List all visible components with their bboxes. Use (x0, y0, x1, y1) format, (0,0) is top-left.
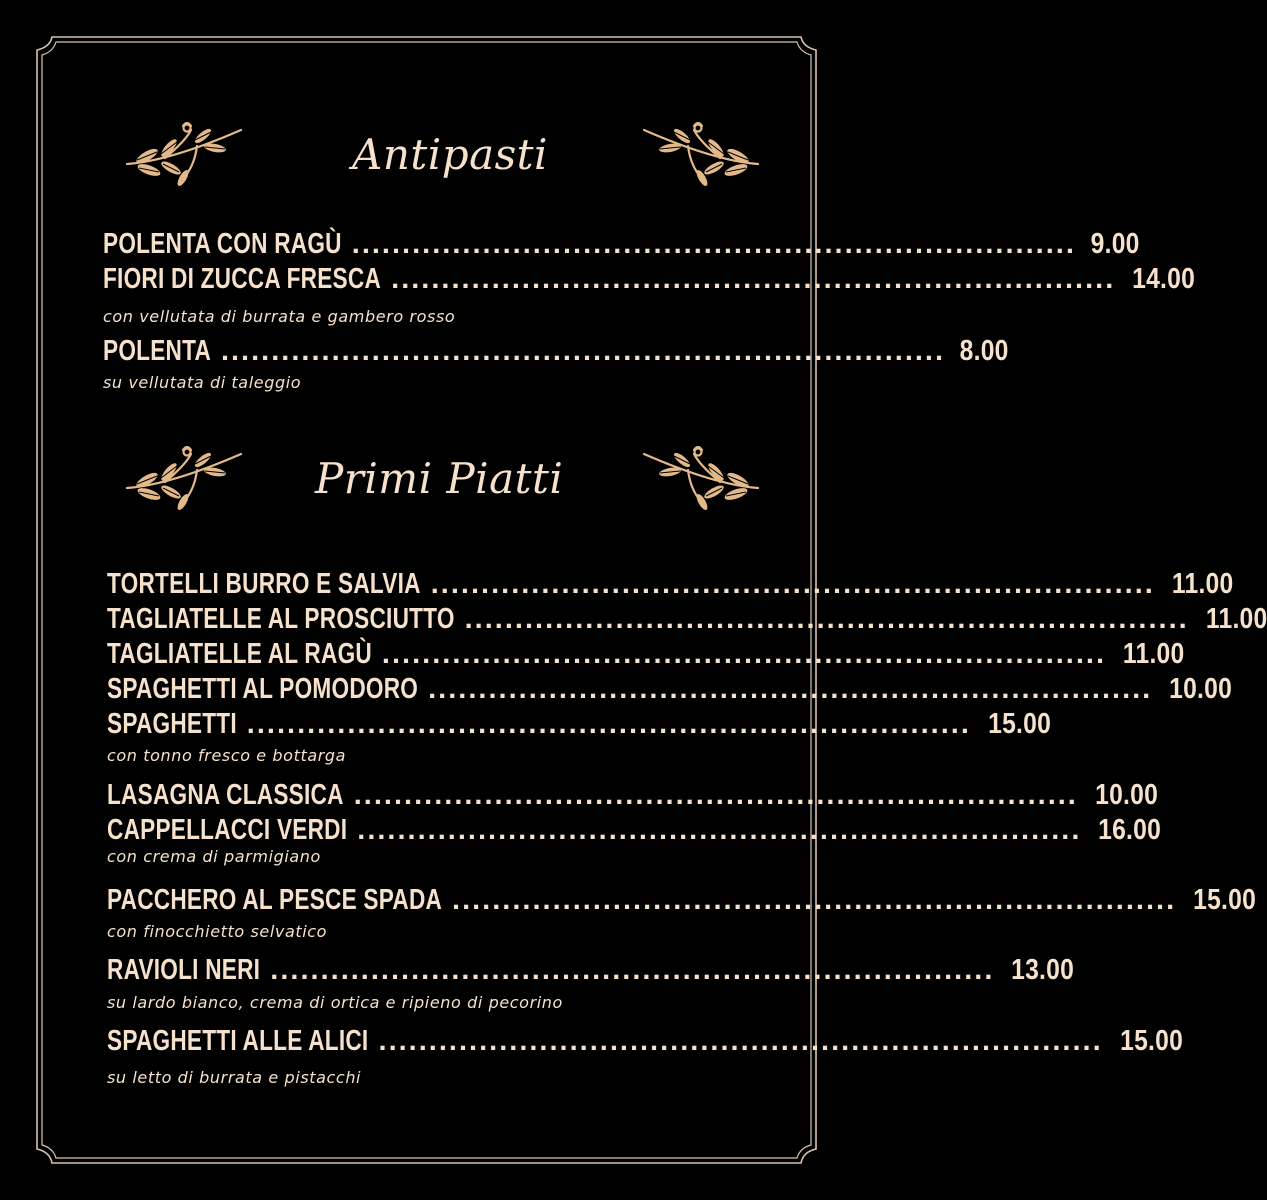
dot-leader: ........................................................................ (246, 708, 971, 740)
dot-leader: ........................................................................ (351, 228, 1076, 260)
dot-leader: ........................................................................ (381, 638, 1107, 670)
dot-leader: ........................................................................ (464, 603, 1189, 635)
floral-branch-icon (125, 122, 243, 192)
item-price: 15.00 (1193, 884, 1257, 916)
menu-item (103, 334, 1009, 368)
item-price: 10.00 (1169, 673, 1233, 705)
section-title-antipasti: Antipasti (352, 130, 548, 179)
item-price: 14.00 (1132, 263, 1196, 295)
dot-leader: ........................................................................ (357, 814, 1082, 846)
menu-item (107, 883, 1257, 917)
floral-branch-icon (642, 446, 760, 516)
menu-item (103, 262, 1196, 296)
item-name: POLENTA CON RAGÙ (103, 228, 342, 260)
item-name: CAPPELLACCI VERDI (107, 814, 348, 846)
dot-leader: ........................................................................ (430, 568, 1155, 600)
menu-item (107, 813, 1162, 847)
item-price: 9.00 (1090, 228, 1140, 260)
menu-item (107, 1024, 1183, 1058)
item-name: SPAGHETTI ALLE ALICI (107, 1025, 369, 1057)
item-price: 11.00 (1205, 603, 1267, 635)
item-description: su letto di burrata e pistacchi (107, 1068, 362, 1087)
menu-item (107, 602, 1267, 636)
item-name: POLENTA (103, 335, 212, 367)
item-price: 8.00 (959, 335, 1009, 367)
item-name: SPAGHETTI AL POMODORO (107, 673, 419, 705)
item-price: 16.00 (1098, 814, 1162, 846)
section-title-primi-piatti: Primi Piatti (315, 454, 564, 503)
item-price: 11.00 (1171, 568, 1234, 600)
dot-leader: ........................................................................ (452, 884, 1177, 916)
item-name: FIORI DI ZUCCA FRESCA (103, 263, 382, 295)
floral-branch-icon (125, 446, 243, 516)
menu-item (107, 707, 1051, 741)
item-price: 13.00 (1011, 954, 1075, 986)
floral-branch-icon (642, 122, 760, 192)
item-name: TAGLIATELLE AL PROSCIUTTO (107, 603, 455, 635)
dot-leader: ........................................................................ (391, 263, 1116, 295)
menu-item (107, 567, 1234, 601)
item-price: 10.00 (1094, 779, 1158, 811)
item-price: 15.00 (988, 708, 1051, 740)
dot-leader: ........................................................................ (220, 335, 946, 367)
item-description: su vellutata di taleggio (103, 373, 302, 392)
item-description: con vellutata di burrata e gambero rosso (103, 307, 456, 326)
menu-item (107, 637, 1185, 671)
item-description: con finocchietto selvatico (107, 922, 328, 941)
dot-leader: ........................................................................ (353, 779, 1078, 811)
dot-leader: ........................................................................ (428, 673, 1153, 705)
item-name: LASAGNA CLASSICA (107, 779, 344, 811)
menu-item (103, 227, 1140, 261)
item-description: con tonno fresco e bottarga (107, 746, 347, 765)
menu-item (107, 953, 1075, 987)
dot-leader: ........................................................................ (378, 1025, 1103, 1057)
item-name: TORTELLI BURRO E SALVIA (107, 568, 421, 600)
item-name: PACCHERO AL PESCE SPADA (107, 884, 443, 916)
menu-item (107, 672, 1233, 706)
item-price: 15.00 (1119, 1025, 1183, 1057)
item-name: RAVIOLI NERI (107, 954, 261, 986)
menu-item (107, 778, 1158, 812)
item-description: su lardo bianco, crema di ortica e ripieno di pecorino (107, 993, 563, 1012)
item-name: TAGLIATELLE AL RAGÙ (107, 638, 372, 670)
item-price: 11.00 (1122, 638, 1185, 670)
item-description: con crema di parmigiano (107, 847, 321, 866)
item-name: SPAGHETTI (107, 708, 237, 740)
dot-leader: ........................................................................ (270, 954, 995, 986)
